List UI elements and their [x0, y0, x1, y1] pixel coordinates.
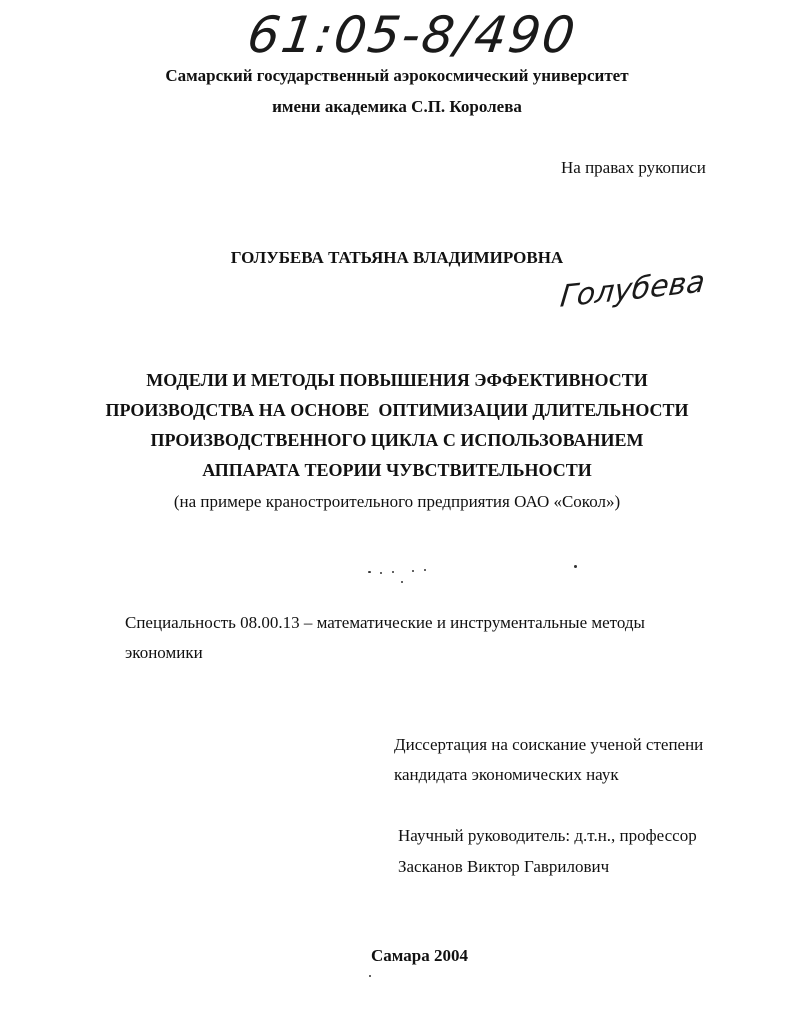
supervisor-line-1: Научный руководитель: д.т.н., профессор — [398, 826, 697, 845]
title-line-3: ПРОИЗВОДСТВЕННОГО ЦИКЛА С ИСПОЛЬЗОВАНИЕМ — [150, 430, 644, 450]
scan-speck — [412, 570, 414, 572]
scan-speck — [380, 572, 382, 574]
title-line-2: ПРОИЗВОДСТВА НА ОСНОВЕ ОПТИМИЗАЦИИ ДЛИТЕЛЬНОСТИ — [105, 400, 689, 420]
dissertation-line-1: Диссертация на соискание ученой степени — [394, 735, 704, 754]
scan-speck — [368, 571, 371, 573]
supervisor-line-2: Засканов Виктор Гаврилович — [398, 857, 610, 876]
institution-line-2: имени академика С.П. Королева — [272, 97, 522, 116]
title-line-1: МОДЕЛИ И МЕТОДЫ ПОВЫШЕНИЯ ЭФФЕКТИВНОСТИ — [146, 370, 648, 390]
scan-speck — [401, 581, 403, 583]
author-signature: Голубева — [558, 264, 707, 315]
dissertation-line-2: кандидата экономических наук — [394, 765, 619, 784]
scan-speck — [369, 975, 371, 977]
scan-speck — [392, 571, 394, 573]
scan-speck — [574, 565, 577, 568]
rights-note: На правах рукописи — [561, 158, 706, 177]
scan-speck — [424, 569, 426, 571]
specialty-line-1: Специальность 08.00.13 – математические и инструментальные методы — [125, 613, 645, 632]
place-year: Самара 2004 — [371, 946, 468, 965]
title-subtitle: (на примере краностроительного предприятия ОАО «Сокол») — [173, 492, 621, 511]
author-name: ГОЛУБЕВА ТАТЬЯНА ВЛАДИМИРОВНА — [230, 248, 564, 267]
institution-line-1: Самарский государственный аэрокосмический университет — [165, 66, 629, 85]
specialty-line-2: экономики — [125, 643, 203, 662]
title-line-4: АППАРАТА ТЕОРИИ ЧУВСТВИТЕЛЬНОСТИ — [202, 460, 592, 480]
archive-number: 61:05-8/490 — [243, 6, 581, 64]
